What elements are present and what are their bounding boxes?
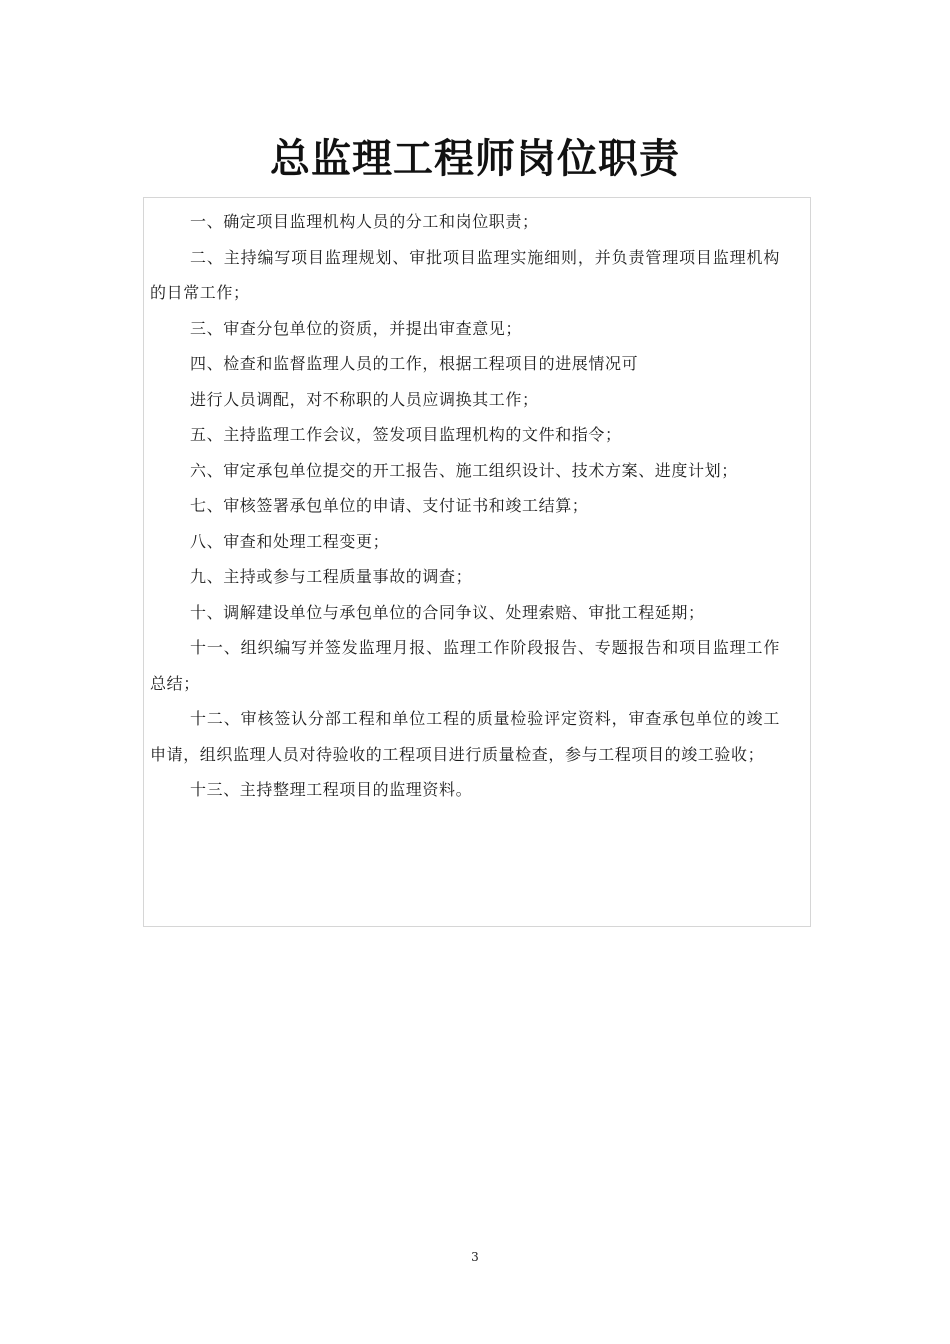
duty-item-5: 五、主持监理工作会议，签发项目监理机构的文件和指令； xyxy=(190,425,622,444)
duty-item-4: 四、检查和监督监理人员的工作，根据工程项目的进展情况可 xyxy=(190,354,639,373)
duty-item-11: 十一、组织编写并签发监理月报、监理工作阶段报告、专题报告和项目监理工作总结； xyxy=(150,638,780,693)
duty-item-8: 八、审查和处理工程变更； xyxy=(190,531,390,551)
duty-item-13: 十三、主持整理工程项目的监理资料。 xyxy=(190,780,473,799)
duty-item-12: 十二、审核签认分部工程和单位工程的质量检验评定资料，审查承包单位的竣工申请，组织监理人员对待验收的工程项目进行质量检查，参与工程项目的竣工验收； xyxy=(150,709,780,764)
page-number: 3 xyxy=(471,1250,479,1264)
duties-box xyxy=(143,197,811,927)
duty-item-10: 十、调解建设单位与承包单位的合同争议、处理索赔、审批工程延期； xyxy=(190,602,705,622)
duty-item-6: 六、审定承包单位提交的开工报告、施工组织设计、技术方案、进度计划； xyxy=(190,460,738,480)
duty-item-1: 一、确定项目监理机构人员的分工和岗位职责； xyxy=(190,212,539,231)
duty-item-3: 三、审查分包单位的资质，并提出审查意见； xyxy=(190,318,523,338)
duties-list xyxy=(150,204,780,808)
duty-item-9: 九、主持或参与工程质量事故的调查； xyxy=(190,567,473,586)
page-title: 总监理工程师岗位职责 xyxy=(270,135,680,182)
duty-item-2: 二、主持编写项目监理规划、审批项目监理实施细则，并负责管理项目监理机构的日常工作； xyxy=(150,247,780,302)
duty-item-4-continued: 进行人员调配，对不称职的人员应调换其工作； xyxy=(190,389,539,409)
duty-item-7: 七、审核签署承包单位的申请、支付证书和竣工结算； xyxy=(190,496,589,515)
